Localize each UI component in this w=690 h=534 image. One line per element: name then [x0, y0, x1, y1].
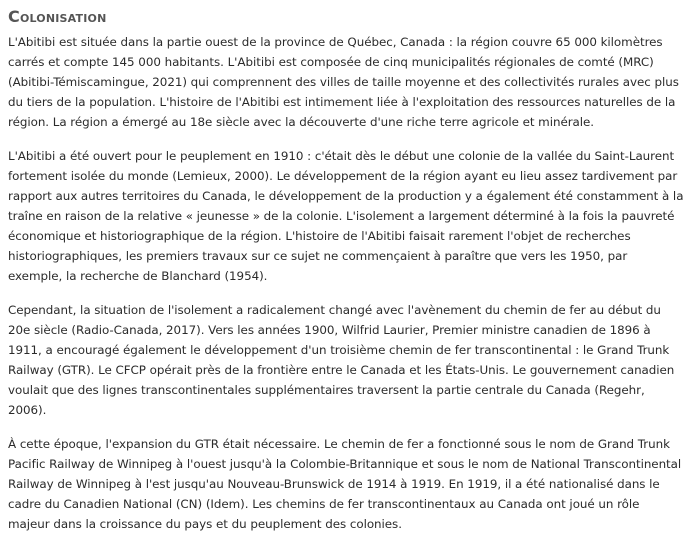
paragraph-3: Cependant, la situation de l'isolement a radicalement changé avec l'avènement du chemin de fer au début du 20e siècle (Radio-Canada, 2017). Vers les années 1900, Wilfrid Laurier, Premier ministre canadien de 1896 à 1911, a encouragé également le développement d'un troisième chemin de fer transcontinental : le Grand Trunk Railway (GTR). Le CFCP opérait près de la frontière entre le Canada et les États-Unis. Le gouvernement canadien voulait que des lignes transcontinentales supplémentaires traversent la partie centrale du Canada (Regehr, 2006).: [8, 303, 675, 417]
paragraph-1: L'Abitibi est située dans la partie ouest de la province de Québec, Canada : la région couvre 65 000 kilomètres carrés et compte 145 000 habitants. L'Abitibi est composée de cinq municipalités régionales de comté (MRC) (Abitibi-Témiscamingue, 2021) qui comprennent des villes de taille moyenne et des collectivités rurales avec plus du tiers de la population. L'histoire de l'Abitibi est intimement liée à l'exploitation des ressources naturelles de la région. La région a émergé au 18e siècle avec la découverte d'une riche terre agricole et minérale.: [8, 35, 679, 129]
paragraph-2: L'Abitibi a été ouvert pour le peuplement en 1910 : c'était dès le début une colonie de la vallée du Saint-Laurent fortement isolée du monde (Lemieux, 2000). Le développement de la région ayant eu lieu assez tardivement par rapport aux autres territoires du Canada, le développement de la production y a également été constamment à la traîne en raison de la relative « jeunesse » de la colonie. L'isolement a largement déterminé à la fois la pauvreté économique et historiographique de la région. L'histoire de l'Abitibi faisait rarement l'objet de recherches historiographiques, les premiers travaux sur ce sujet ne commençaient à paraître que vers les 1950, par exemple, la recherche de Blanchard (1954).: [8, 149, 684, 283]
section-title: Colonisation: [8, 7, 107, 26]
document-page: [8, 6, 684, 534]
paragraph-4: À cette époque, l'expansion du GTR était nécessaire. Le chemin de fer a fonctionné sous le nom de Grand Trunk Pacific Railway de Winnipeg à l'ouest jusqu'à la Colombie-Britannique et sous le nom de National Transcontinental Railway de Winnipeg à l'est jusqu'au Nouveau-Brunswick de 1914 à 1919. En 1919, il a été nationalisé dans le cadre du Canadien National (CN) (Idem). Les chemins de fer transcontinentaux au Canada ont joué un rôle majeur dans la croissance du pays et du peuplement des colonies.: [8, 437, 682, 531]
